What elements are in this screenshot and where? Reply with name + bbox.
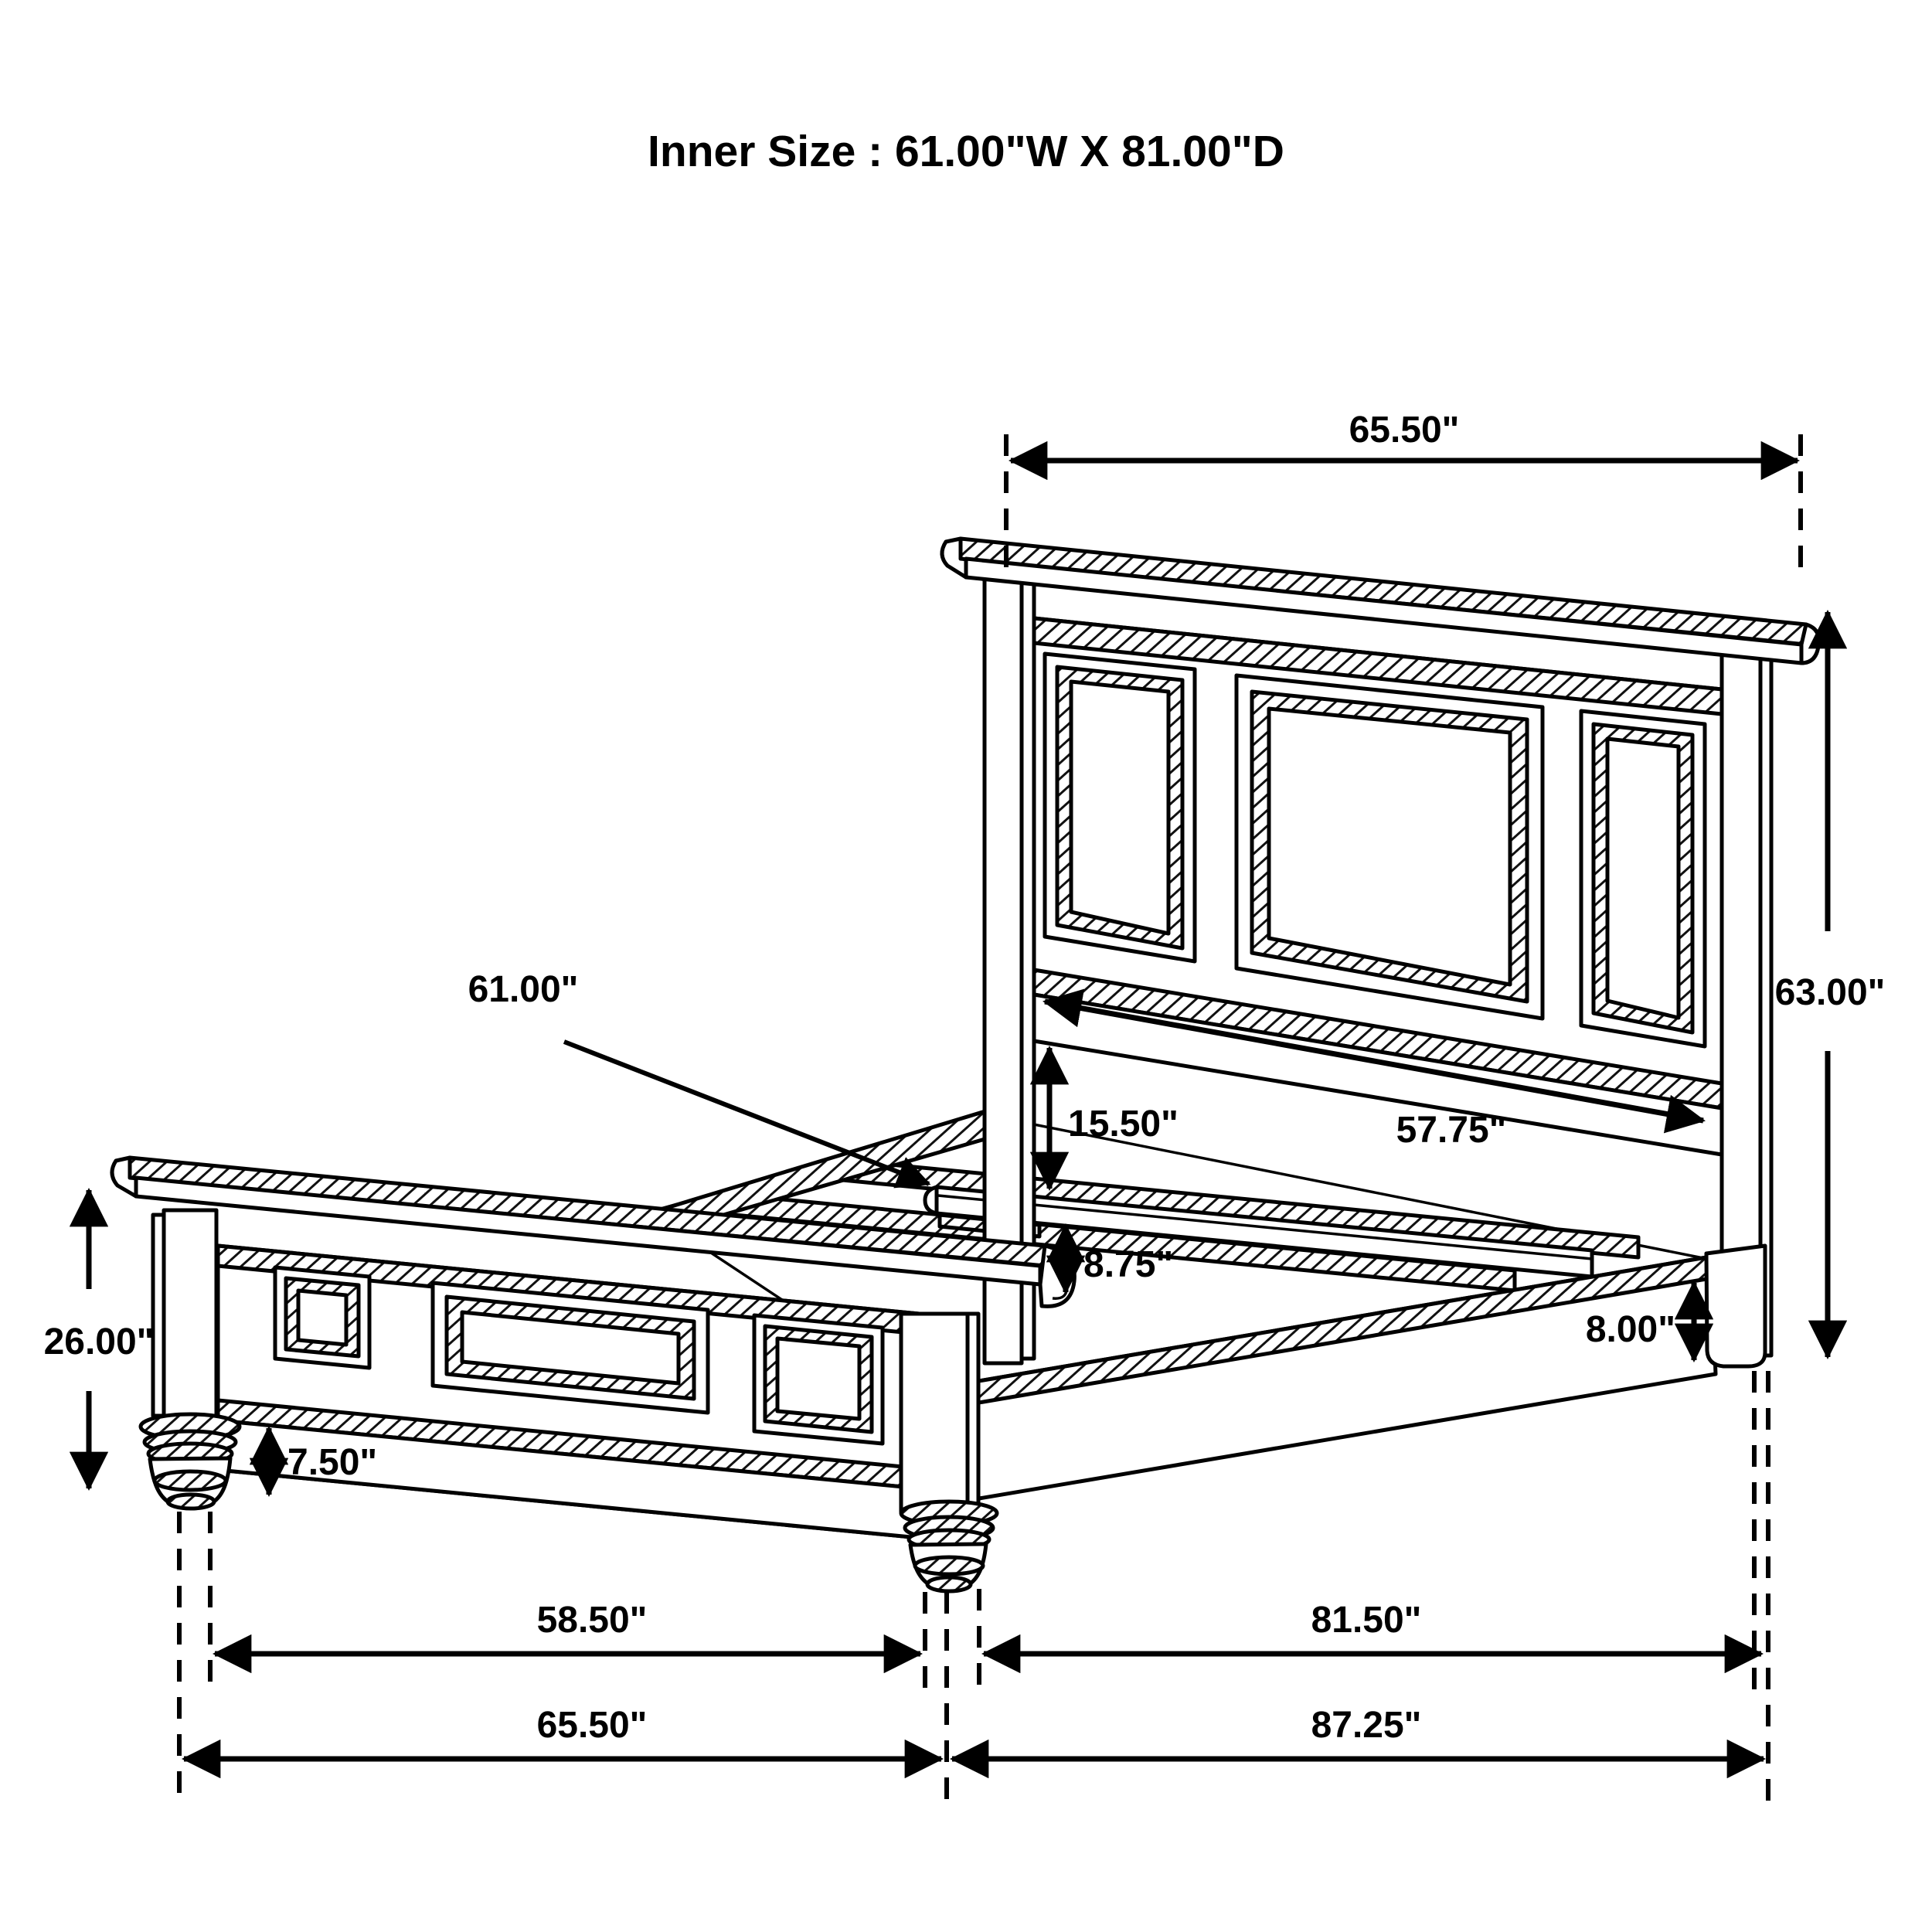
dimension-rail-to-headboard-bottom bbox=[1049, 1048, 1179, 1189]
dimension-label: 15.50" bbox=[1068, 1104, 1179, 1145]
dimension-headboard-width bbox=[1011, 410, 1798, 461]
footboard-panel-left bbox=[275, 1267, 369, 1368]
dimension-label: 87.25" bbox=[1311, 1705, 1422, 1746]
dimension-label: 61.00" bbox=[468, 969, 579, 1010]
dimension-side-rail-length bbox=[984, 1600, 1761, 1654]
dimension-label: 8.00" bbox=[1585, 1309, 1675, 1350]
dimension-label: 57.75" bbox=[1396, 1110, 1507, 1151]
dimension-label: 7.50" bbox=[287, 1442, 378, 1483]
footboard-post-left bbox=[153, 1210, 216, 1419]
dimension-label: 65.50" bbox=[1349, 410, 1460, 451]
footboard-panel-right bbox=[754, 1315, 883, 1444]
rail-bracket bbox=[1706, 1246, 1765, 1366]
dimension-label: 8.75" bbox=[1083, 1244, 1174, 1285]
dimension-label: 81.50" bbox=[1311, 1600, 1422, 1641]
turned-foot-left bbox=[141, 1414, 240, 1509]
cross-rail-end bbox=[925, 1187, 937, 1213]
dimension-overall-depth bbox=[952, 1705, 1764, 1759]
headboard-panel-right bbox=[1581, 711, 1705, 1046]
dimension-label: 65.50" bbox=[536, 1705, 648, 1746]
turned-foot-right bbox=[901, 1502, 997, 1591]
dimension-headboard-height bbox=[1775, 612, 1886, 1357]
headboard-panel-center bbox=[1236, 675, 1543, 1019]
dimension-footboard-inner-width bbox=[215, 1600, 920, 1654]
dimension-footboard-height bbox=[44, 1190, 155, 1488]
dimension-label: 58.50" bbox=[536, 1600, 648, 1641]
dimension-label: 26.00" bbox=[43, 1321, 155, 1362]
footboard-post-right bbox=[901, 1314, 978, 1512]
leader-line bbox=[564, 1042, 929, 1184]
headboard-panel-left bbox=[1045, 654, 1195, 961]
diagram-title: Inner Size : 61.00"W X 81.00"D bbox=[648, 127, 1284, 176]
dimension-label: 63.00" bbox=[1774, 972, 1886, 1013]
dimension-footboard-width bbox=[184, 1705, 941, 1759]
